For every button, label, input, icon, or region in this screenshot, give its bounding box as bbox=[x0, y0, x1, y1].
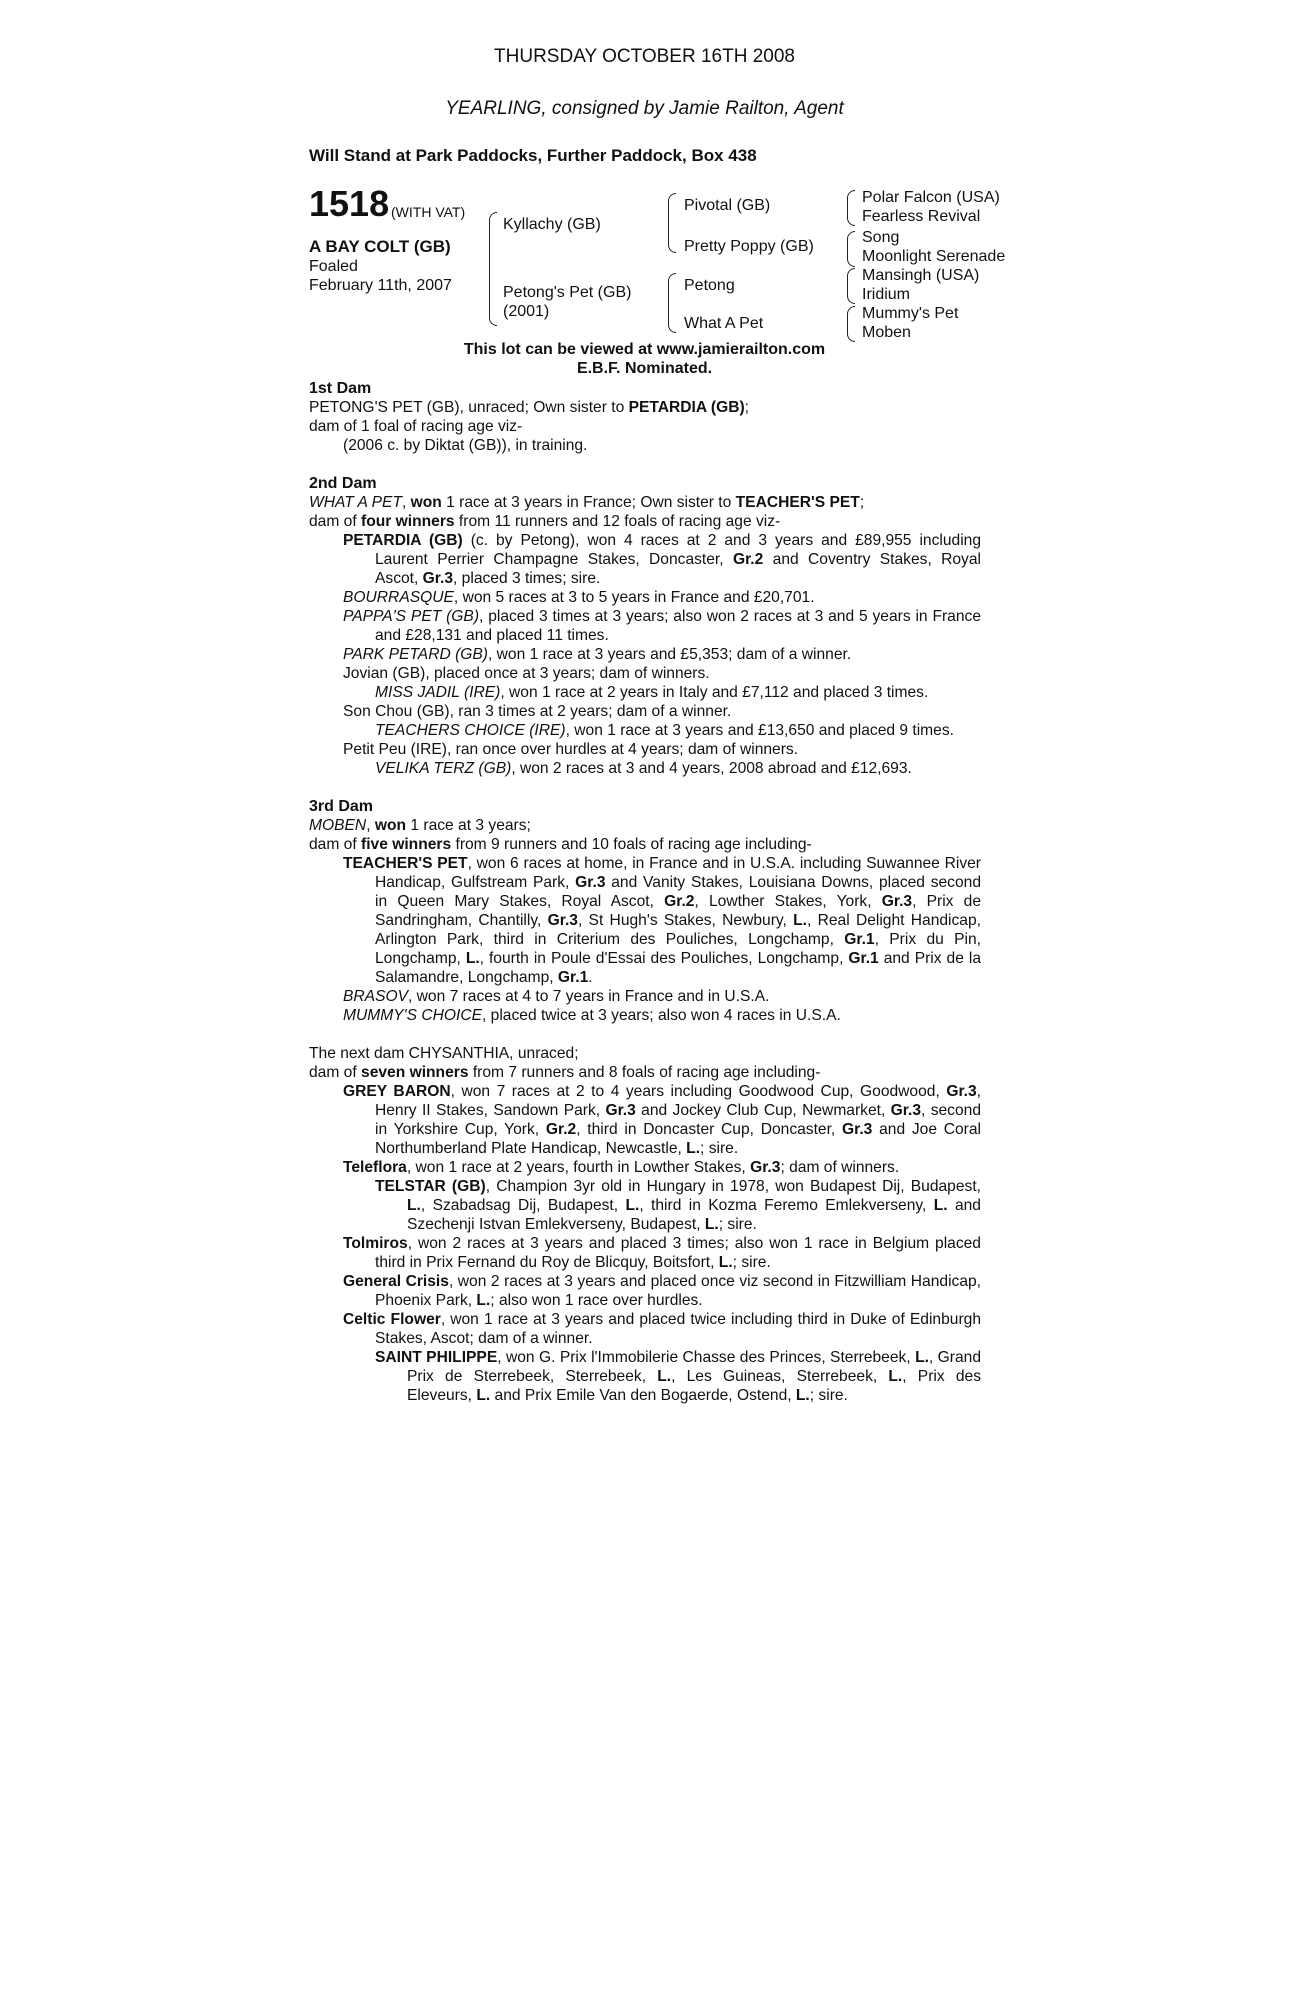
pedigree-dam-dam: What A Pet bbox=[684, 315, 764, 332]
produce-telstar: TELSTAR (GB), Champion 3yr old in Hungary in 1978, won Budapest Dij, Budapest, L., Szabadsag Dij, Budapest, L., third in Kozma Feremo Emlekverseny, L. and Szechenji Istvan Emlekverseny, Budapest, L.; sire. bbox=[375, 1178, 981, 1233]
next-dam-line: The next dam CHYSANTHIA, unraced; bbox=[309, 1045, 579, 1062]
consignment-line: YEARLING, consigned by Jamie Railton, Agent bbox=[445, 98, 844, 119]
produce-petit-peu: Petit Peu (IRE), ran once over hurdles at 4 years; dam of winners. bbox=[343, 741, 799, 758]
produce-velika-terz: VELIKA TERZ (GB), won 2 races at 3 and 4 years, 2008 abroad and £12,693. bbox=[375, 760, 912, 777]
pedigree-dss: Mansingh (USA) bbox=[862, 267, 980, 284]
third-dam-produce: dam of five winners from 9 runners and 10 foals of racing age including- bbox=[309, 836, 812, 853]
second-dam-produce: dam of four winners from 11 runners and 12 foals of racing age viz- bbox=[309, 513, 781, 530]
stand-location: Will Stand at Park Paddocks, Further Paddock, Box 438 bbox=[309, 146, 757, 165]
first-dam-heading: 1st Dam bbox=[309, 380, 372, 397]
produce-petardia: PETARDIA (GB) (c. by Petong), won 4 races at 2 and 3 years and £89,955 including Laurent Perrier Champagne Stakes, Doncaster, Gr.2 and Coventry Stakes, Royal Ascot, Gr.3, placed 3 times; sire. bbox=[343, 532, 982, 587]
pedigree-sds: Song bbox=[862, 229, 900, 246]
first-dam-foal: (2006 c. by Diktat (GB)), in training. bbox=[343, 437, 588, 454]
sire-dam-brace bbox=[489, 212, 497, 326]
pedigree-sdd: Moonlight Serenade bbox=[862, 248, 1006, 265]
vat-note: (WITH VAT) bbox=[391, 204, 466, 220]
gen3-brace-2 bbox=[847, 231, 855, 267]
pedigree-sire-sire: Pivotal (GB) bbox=[684, 197, 771, 214]
produce-teachers-choice: TEACHERS CHOICE (IRE), won 1 race at 3 years and £13,650 and placed 9 times. bbox=[375, 722, 954, 739]
third-dam-line: MOBEN, won 1 race at 3 years; bbox=[309, 817, 531, 834]
first-dam-produce: dam of 1 foal of racing age viz- bbox=[309, 418, 523, 435]
next-dam-produce: dam of seven winners from 7 runners and 8 foals of racing age including- bbox=[309, 1064, 821, 1081]
pedigree-dam-year: (2001) bbox=[503, 303, 550, 320]
pedigree-sss: Polar Falcon (USA) bbox=[862, 189, 1000, 206]
produce-bourrasque: BOURRASQUE, won 5 races at 3 to 5 years in France and £20,701. bbox=[343, 589, 815, 606]
produce-mummys-choice: MUMMY'S CHOICE, placed twice at 3 years; also won 4 races in U.S.A. bbox=[343, 1007, 841, 1024]
gen3-brace-1 bbox=[847, 190, 855, 226]
pedigree-ddd: Moben bbox=[862, 324, 911, 341]
pedigree-dam: Petong's Pet (GB) bbox=[503, 284, 632, 301]
pedigree-dds: Mummy's Pet bbox=[862, 305, 959, 322]
ebf-note: E.B.F. Nominated. bbox=[576, 360, 713, 377]
lot-number: 1518 bbox=[309, 183, 390, 224]
pedigree-sire-dam: Pretty Poppy (GB) bbox=[684, 238, 814, 255]
produce-tolmiros: Tolmiros, won 2 races at 3 years and placed 3 times; also won 1 race in Belgium placed third in Prix Fernand du Roy de Blicquy, Boitsfort, L.; sire. bbox=[343, 1235, 981, 1271]
produce-grey-baron: GREY BARON, won 7 races at 2 to 4 years including Goodwood Cup, Goodwood, Gr.3, Henry II Stakes, Sandown Park, Gr.3 and Jockey Club Cup, Newmarket, Gr.3, second in Yorkshire Cup, York, Gr.2, third in Doncaster Cup, Doncaster, Gr.3 and Joe Coral Northumberland Plate Handicap, Newcastle, L.; sire. bbox=[343, 1083, 981, 1157]
produce-son-chou: Son Chou (GB), ran 3 times at 2 years; dam of a winner. bbox=[343, 703, 732, 720]
pedigree-sire: Kyllachy (GB) bbox=[503, 216, 601, 233]
pedigree-dam-sire: Petong bbox=[684, 277, 735, 294]
gen3-brace-3 bbox=[847, 268, 855, 304]
lot-title: A BAY COLT (GB) bbox=[309, 237, 451, 256]
produce-jovian: Jovian (GB), placed once at 3 years; dam of winners. bbox=[343, 665, 710, 682]
pedigree-ssd: Fearless Revival bbox=[862, 208, 981, 225]
foaled-date: February 11th, 2007 bbox=[309, 277, 452, 294]
foaled-info bbox=[309, 257, 452, 295]
sale-date: THURSDAY OCTOBER 16TH 2008 bbox=[494, 46, 795, 67]
second-dam-heading: 2nd Dam bbox=[309, 475, 377, 492]
third-dam-heading: 3rd Dam bbox=[309, 798, 374, 815]
produce-park-petard: PARK PETARD (GB), won 1 race at 3 years and £5,353; dam of a winner. bbox=[343, 646, 852, 663]
dam-parents-brace bbox=[668, 273, 676, 333]
gen3-brace-4 bbox=[847, 306, 855, 342]
sire-parents-brace bbox=[668, 193, 676, 253]
produce-miss-jadil: MISS JADIL (IRE), won 1 race at 2 years in Italy and £7,112 and placed 3 times. bbox=[375, 684, 929, 701]
produce-pappas-pet: PAPPA'S PET (GB), placed 3 times at 3 years; also won 2 races at 3 and 5 years in France and £28,131 and placed 11 times. bbox=[343, 608, 981, 644]
produce-saint-philippe: SAINT PHILIPPE, won G. Prix l'Immobilerie Chasse des Princes, Sterrebeek, L., Grand Prix de Sterrebeek, Sterrebeek, L., Les Guineas, Sterrebeek, L., Prix des Eleveurs, L. and Prix Emile Van den Bogaerde, Ostend, L.; sire. bbox=[375, 1349, 981, 1404]
first-dam-line: PETONG'S PET (GB), unraced; Own sister to PETARDIA (GB); bbox=[309, 399, 749, 416]
produce-teleflora: Teleflora, won 1 race at 2 years, fourth in Lowther Stakes, Gr.3; dam of winners. bbox=[343, 1159, 900, 1176]
produce-brasov: BRASOV, won 7 races at 4 to 7 years in France and in U.S.A. bbox=[343, 988, 770, 1005]
second-dam-line: WHAT A PET, won 1 race at 3 years in France; Own sister to TEACHER'S PET; bbox=[309, 494, 865, 511]
produce-general-crisis: General Crisis, won 2 races at 3 years and placed once viz second in Fitzwilliam Handicap, Phoenix Park, L.; also won 1 race over hurdles. bbox=[343, 1273, 982, 1309]
pedigree-dsd: Iridium bbox=[862, 286, 911, 303]
viewing-note: This lot can be viewed at www.jamierailton.com bbox=[463, 341, 826, 358]
produce-teachers-pet: TEACHER'S PET, won 6 races at home, in France and in U.S.A. including Suwannee River Handicap, Gulfstream Park, Gr.3 and Vanity Stakes, Louisiana Downs, placed second in Queen Mary Stakes, Royal Ascot, Gr.2, Lowther Stakes, York, Gr.3, Prix de Sandringham, Chantilly, Gr.3, St Hugh's Stakes, Newbury, L., Real Delight Handicap, Arlington Park, third in Criterium des Pouliches, Longchamp, Gr.1, Prix du Pin, Longchamp, L., fourth in Poule d'Essai des Pouliches, Longchamp, Gr.1 and Prix de la Salamandre, Longchamp, Gr.1. bbox=[343, 855, 982, 986]
foaled-label: Foaled bbox=[309, 258, 358, 275]
produce-celtic-flower: Celtic Flower, won 1 race at 3 years and placed twice including third in Duke of Edinburgh Stakes, Ascot; dam of a winner. bbox=[343, 1311, 981, 1347]
catalogue-body bbox=[309, 379, 981, 1405]
